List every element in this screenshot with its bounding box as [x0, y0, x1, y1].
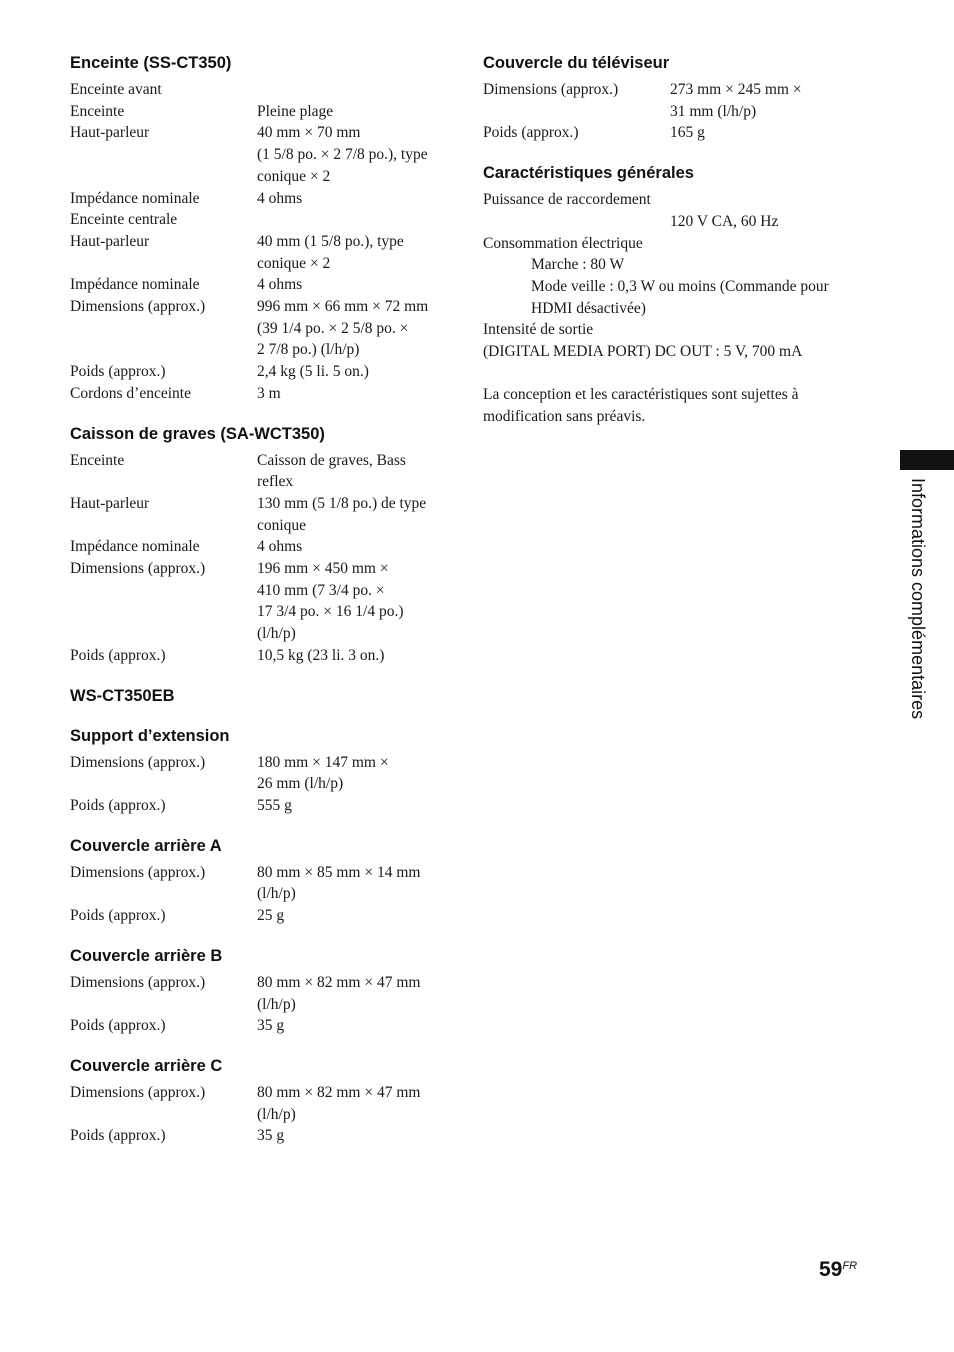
spec-value: 40 mm (1 5/8 po.), type conique × 2 — [257, 232, 404, 272]
spec-row — [70, 558, 450, 645]
spec-row — [70, 188, 450, 210]
spec-value: 4 ohms — [257, 189, 303, 207]
spec-row — [70, 1082, 450, 1125]
spec-label: Dimensions (approx.) — [70, 560, 206, 578]
spec-value: 40 mm × 70 mm (1 5/8 po. × 2 7/8 po.), type conique × 2 — [257, 124, 428, 185]
spec-value: 25 g — [257, 907, 285, 925]
spec-row — [70, 209, 450, 231]
spec-value: 165 g — [670, 124, 705, 142]
section-title-enceinte: Enceinte (SS-CT350) — [70, 54, 232, 72]
spec-label: Poids (approx.) — [70, 907, 166, 925]
spec-label: Poids (approx.) — [70, 363, 166, 381]
section-title-couvercle-b: Couvercle arrière B — [70, 946, 223, 965]
power-label: Puissance de raccordement — [483, 191, 651, 209]
section-title-couvercle-c: Couvercle arrière C — [70, 1056, 223, 1075]
spec-value: 4 ohms — [257, 276, 303, 294]
section-title-support: Support d’extension — [70, 726, 230, 745]
spec-label: Dimensions (approx.) — [70, 973, 206, 991]
left-column — [70, 52, 450, 1147]
spec-value: 130 mm (5 1/8 po.) de type conique — [257, 494, 427, 534]
right-column — [483, 52, 873, 428]
spec-label: Poids (approx.) — [70, 1127, 166, 1145]
spec-label: Poids (approx.) — [70, 1017, 166, 1035]
spec-value: Caisson de graves, Bass reflex — [257, 451, 406, 491]
spec-row — [483, 122, 873, 144]
spec-value: 80 mm × 82 mm × 47 mm (l/h/p) — [257, 1083, 421, 1123]
spec-label: Dimensions (approx.) — [70, 753, 206, 771]
section-side-label: Informations complémentaires — [908, 478, 928, 720]
spec-label: Impédance nominale — [70, 189, 200, 207]
section-tab-marker — [900, 450, 954, 470]
spec-label: Poids (approx.) — [70, 796, 166, 814]
spec-value: 4 ohms — [257, 538, 303, 556]
spec-row — [70, 450, 450, 493]
output-value: (DIGITAL MEDIA PORT) DC OUT : 5 V, 700 mA — [483, 343, 803, 361]
spec-list-caisson — [70, 450, 450, 667]
section-title-tv-cover: Couvercle du téléviseur — [483, 54, 670, 72]
section-title-general: Caractéristiques générales — [483, 164, 694, 183]
spec-label: Enceinte avant — [70, 81, 162, 98]
spec-row — [70, 1125, 450, 1147]
spec-list-enceinte — [70, 79, 450, 405]
spec-list-couvercle-c — [70, 1082, 450, 1147]
spec-label: Dimensions (approx.) — [483, 81, 619, 98]
spec-value: 555 g — [257, 796, 292, 814]
spec-row — [70, 122, 450, 187]
spec-label: Enceinte — [70, 102, 125, 120]
spec-value: 180 mm × 147 mm × 26 mm (l/h/p) — [257, 753, 389, 793]
spec-value — [257, 209, 450, 231]
spec-label: Impédance nominale — [70, 276, 200, 294]
spec-label: Enceinte — [70, 451, 125, 469]
spec-value: 3 m — [257, 384, 281, 402]
section-title-couvercle-a: Couvercle arrière A — [70, 836, 222, 855]
spec-list-couvercle-b — [70, 972, 450, 1037]
spec-row — [70, 361, 450, 383]
spec-row — [70, 645, 450, 667]
spec-row — [70, 79, 450, 101]
page-number — [819, 1258, 857, 1282]
spec-row — [70, 231, 450, 274]
consumption-standby: Mode veille : 0,3 W ou moins (Commande pour HDMI désactivée) — [531, 277, 829, 317]
general-specs — [483, 189, 873, 428]
section-title-ws: WS-CT350EB — [70, 686, 175, 705]
spec-value: 2,4 kg (5 li. 5 on.) — [257, 363, 369, 381]
spec-list-couvercle-a — [70, 862, 450, 927]
spec-row — [483, 79, 873, 122]
spec-row — [70, 862, 450, 905]
spec-label: Cordons d’enceinte — [70, 384, 191, 402]
output-label: Intensité de sortie — [483, 321, 594, 339]
spec-label: Haut-parleur — [70, 124, 150, 142]
spec-label: Poids (approx.) — [70, 646, 166, 664]
spacer — [483, 363, 873, 385]
page-language-suffix: FR — [842, 1260, 858, 1272]
spec-label: Dimensions (approx.) — [70, 863, 206, 881]
spec-label: Dimensions (approx.) — [70, 1083, 206, 1101]
spec-row — [70, 383, 450, 405]
spec-row — [70, 101, 450, 123]
spec-label: Enceinte centrale — [70, 211, 178, 229]
spec-row — [70, 1015, 450, 1037]
spec-label: Impédance nominale — [70, 538, 200, 556]
spec-list-support — [70, 752, 450, 817]
spec-label: Poids (approx.) — [483, 124, 579, 142]
spec-row — [70, 296, 450, 361]
spec-value: 10,5 kg (23 li. 3 on.) — [257, 646, 385, 664]
spec-value: 273 mm × 245 mm × 31 mm (l/h/p) — [670, 81, 802, 120]
spec-row — [70, 493, 450, 536]
spec-value: 80 mm × 85 mm × 14 mm (l/h/p) — [257, 863, 421, 903]
spec-label: Haut-parleur — [70, 494, 150, 512]
spec-value: 35 g — [257, 1127, 285, 1145]
spec-value: Pleine plage — [257, 102, 334, 120]
power-value: 120 V CA, 60 Hz — [670, 212, 779, 230]
page-number-value: 59 — [819, 1258, 843, 1281]
spec-row — [70, 274, 450, 296]
section-title-caisson: Caisson de graves (SA-WCT350) — [70, 424, 325, 443]
spec-value: 196 mm × 450 mm × 410 mm (7 3/4 po. × 17 3/4 po. × 16 1/4 po.) (l/h/p) — [257, 560, 404, 643]
spec-value: 996 mm × 66 mm × 72 mm (39 1/4 po. × 2 5/8 po. × 2 7/8 po.) (l/h/p) — [257, 298, 429, 359]
spec-row — [70, 972, 450, 1015]
spec-value: 80 mm × 82 mm × 47 mm (l/h/p) — [257, 973, 421, 1013]
spec-value — [257, 79, 450, 101]
disclaimer-note: La conception et les caractéristiques sont sujettes à modification sans préavis. — [483, 386, 799, 426]
spec-label: Dimensions (approx.) — [70, 298, 206, 316]
spec-label: Haut-parleur — [70, 232, 150, 250]
spec-row — [70, 905, 450, 927]
spec-row — [70, 795, 450, 817]
consumption-label: Consommation électrique — [483, 234, 643, 252]
spec-row — [70, 536, 450, 558]
consumption-on: Marche : 80 W — [531, 256, 625, 274]
spec-value: 35 g — [257, 1017, 285, 1035]
spec-row — [70, 752, 450, 795]
spec-list-tv-cover — [483, 79, 873, 144]
